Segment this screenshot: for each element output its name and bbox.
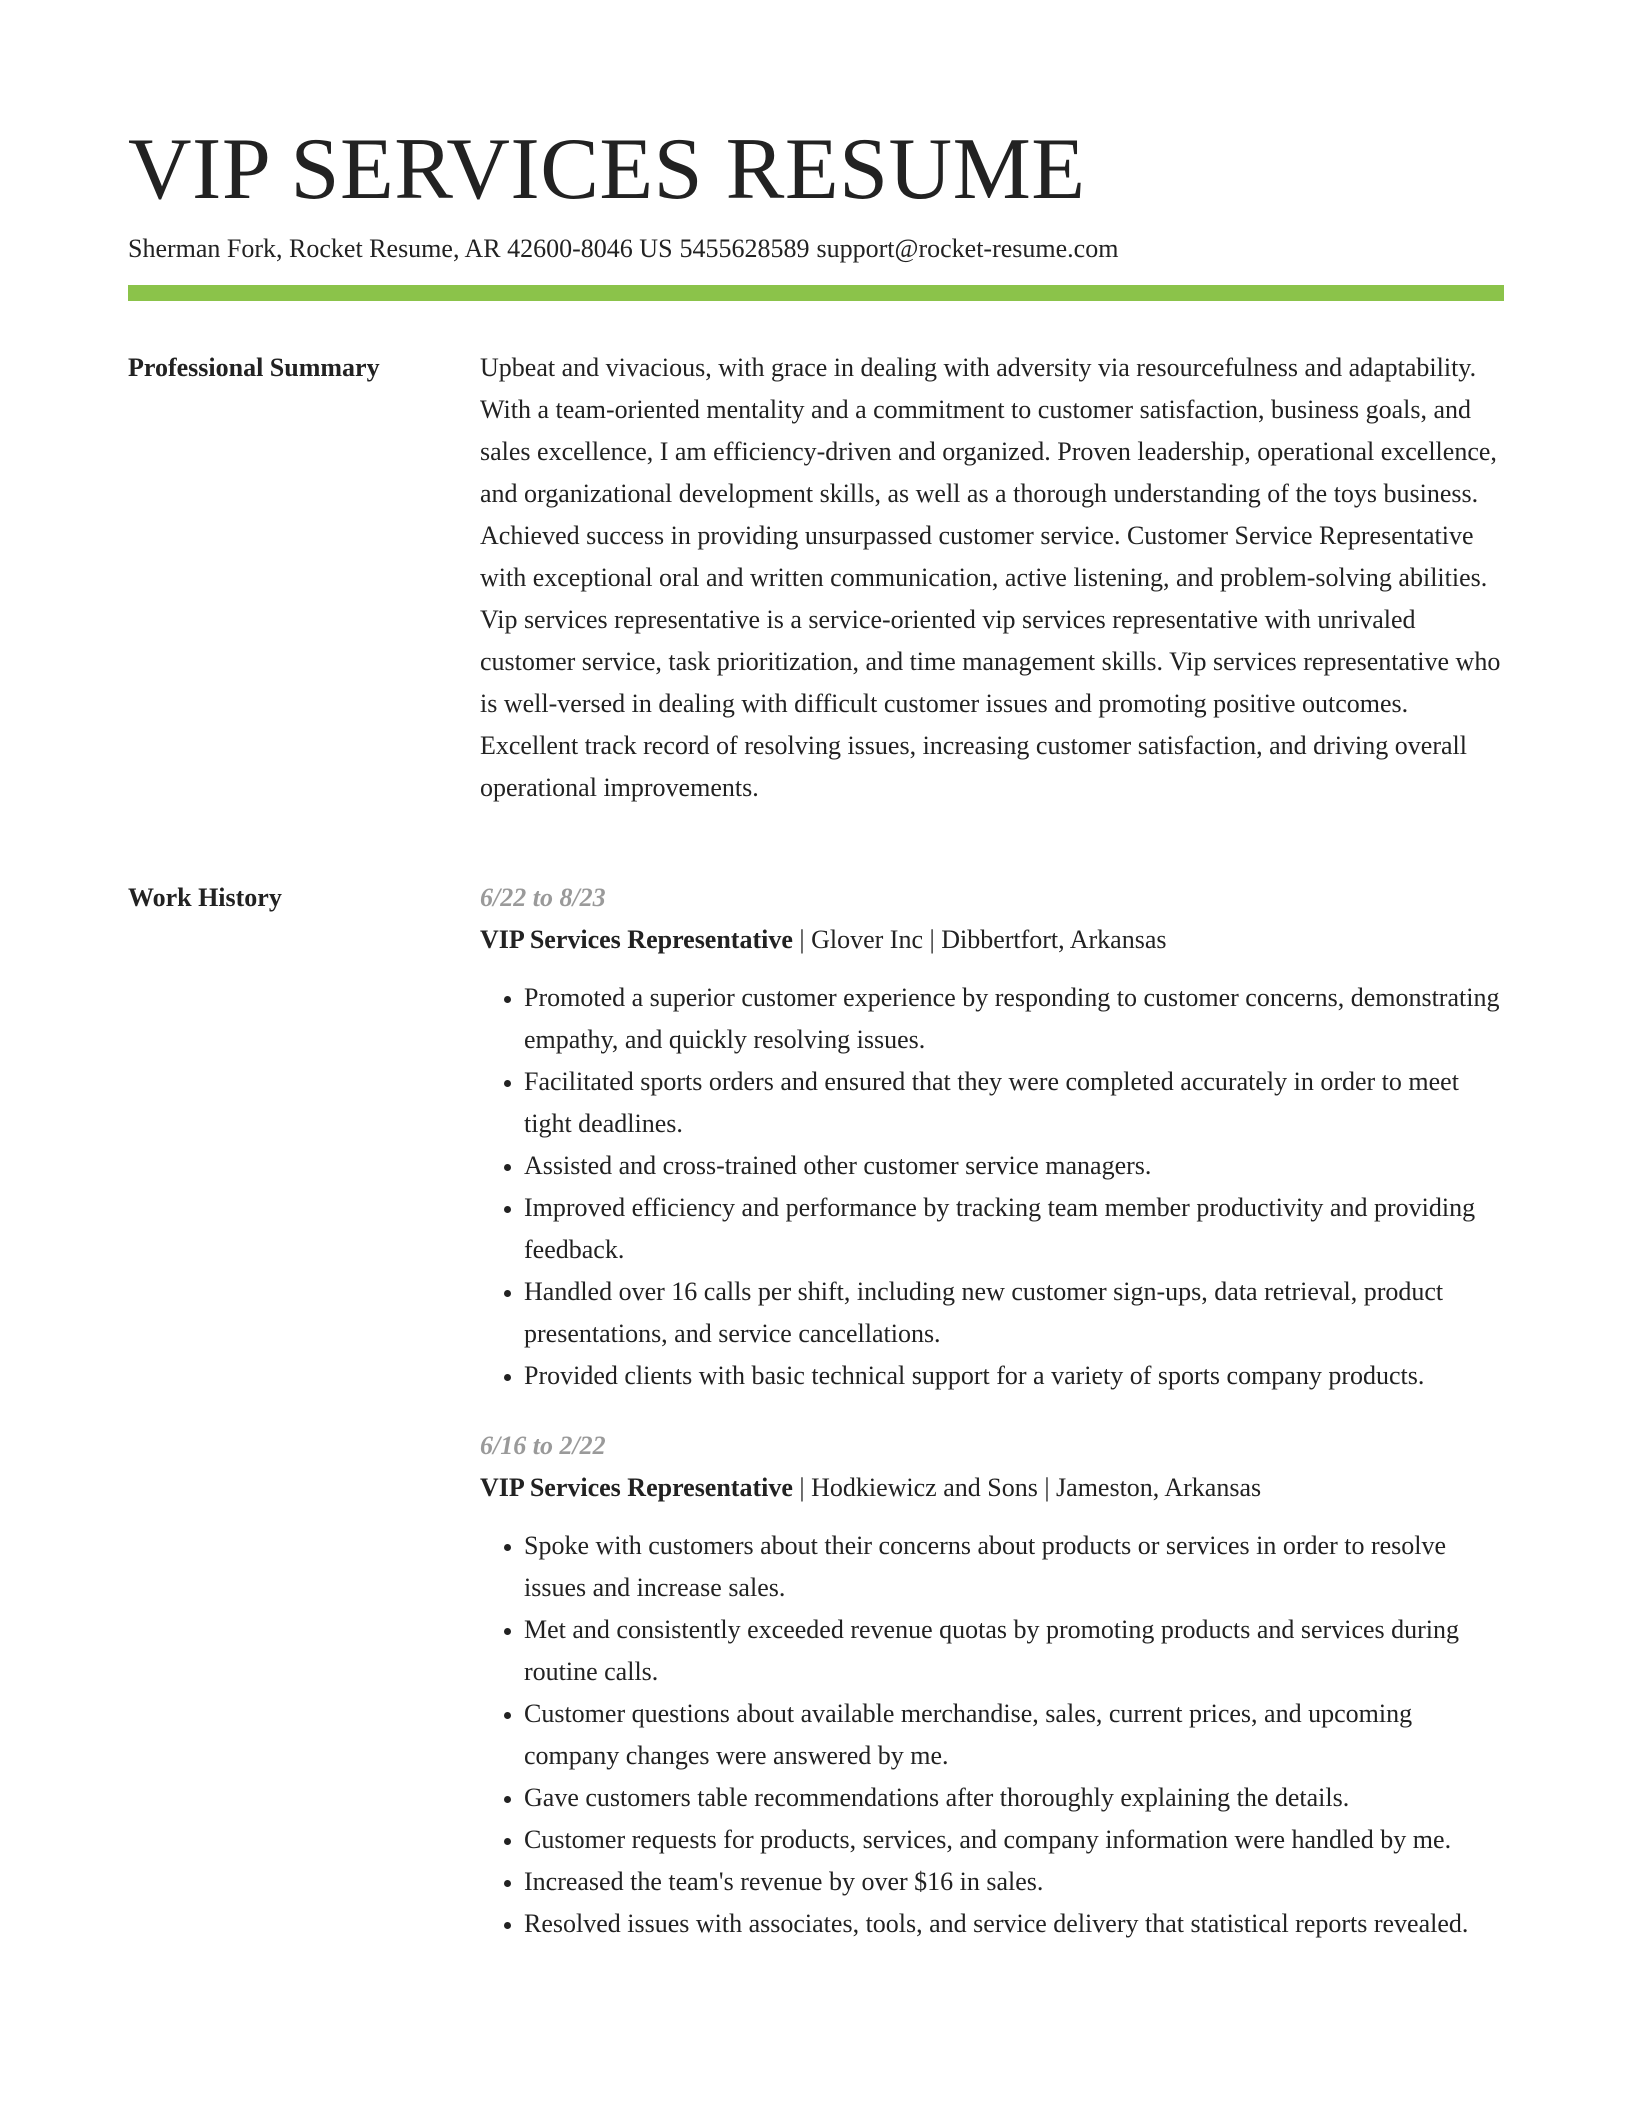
work-history-heading: Work History [128,883,282,912]
job-details: | Glover Inc | Dibbertfort, Arkansas [792,925,1167,954]
job-bullet: • Handled over 16 calls per shift, including new customer sign-ups, data retrieval, product presentations, and service cancellations. [524,1271,1504,1355]
job-bullet: • Increased the team's revenue by over $16 in sales. [524,1861,1504,1903]
job-bullets [480,1525,1504,1945]
resume-title: VIP SERVICES RESUME [128,121,1086,218]
job-bullet: • Assisted and cross-trained other customer service managers. [524,1145,1504,1187]
job-bullet: • Customer questions about available merchandise, sales, current prices, and upcoming company changes were answered by me. [524,1693,1504,1777]
job-bullet: • Spoke with customers about their concerns about products or services in order to resolve issues and increase sales. [524,1525,1504,1609]
contact-email: support@rocket-resume.com [816,234,1119,263]
job-title: VIP Services Representative [480,1473,793,1502]
contact-address: Sherman Fork, Rocket Resume, AR 42600-8046 US [128,234,673,263]
summary-text: Upbeat and vivacious, with grace in dealing with adversity via resourcefulness and adaptability. With a team-oriented mentality and a commitment to customer satisfaction, business goals, and sales excellence, I am efficiency-driven and organized. Proven leadership, operational excellence, and organizational development skills, as well as a thorough understanding of the toys business. Achieved success in providing unsurpassed customer service. Customer Service Representative with exceptional oral and written communication, active listening, and problem-solving abilities. Vip services representative is a service-oriented vip services representative with unrivaled customer service, task prioritization, and time management skills. Vip services representative who is well-versed in dealing with difficult customer issues and promoting positive outcomes. Excellent track record of resolving issues, increasing customer satisfaction, and driving overall operational improvements. [480,353,1501,802]
header-divider [128,285,1504,301]
summary-heading: Professional Summary [128,353,380,382]
job-heading [480,919,1504,961]
job-entry [480,877,1504,1397]
job-bullet: • Resolved issues with associates, tools, and service delivery that statistical reports revealed. [524,1903,1504,1945]
job-entry [480,1425,1504,1945]
job-bullets [480,977,1504,1397]
summary-body [480,347,1504,809]
job-bullet: • Promoted a superior customer experience by responding to customer concerns, demonstrating empathy, and quickly resolving issues. [524,977,1504,1061]
job-dates: 6/22 to 8/23 [480,883,606,912]
contact-phone: 5455628589 [679,234,810,263]
job-bullet: • Facilitated sports orders and ensured that they were completed accurately in order to meet tight deadlines. [524,1061,1504,1145]
job-bullet: • Customer requests for products, services, and company information were handled by me. [524,1819,1504,1861]
job-bullet: • Met and consistently exceeded revenue quotas by promoting products and services during routine calls. [524,1609,1504,1693]
job-title: VIP Services Representative [480,925,793,954]
job-bullet: • Gave customers table recommendations after thoroughly explaining the details. [524,1777,1504,1819]
contact-line [128,232,1118,266]
job-details: | Hodkiewicz and Sons | Jameston, Arkansas [792,1473,1262,1502]
job-heading [480,1467,1504,1509]
work-history-body [480,877,1504,1973]
job-dates: 6/16 to 2/22 [480,1431,606,1460]
job-bullet: • Provided clients with basic technical support for a variety of sports company products. [524,1355,1504,1397]
job-bullet: • Improved efficiency and performance by tracking team member productivity and providing feedback. [524,1187,1504,1271]
